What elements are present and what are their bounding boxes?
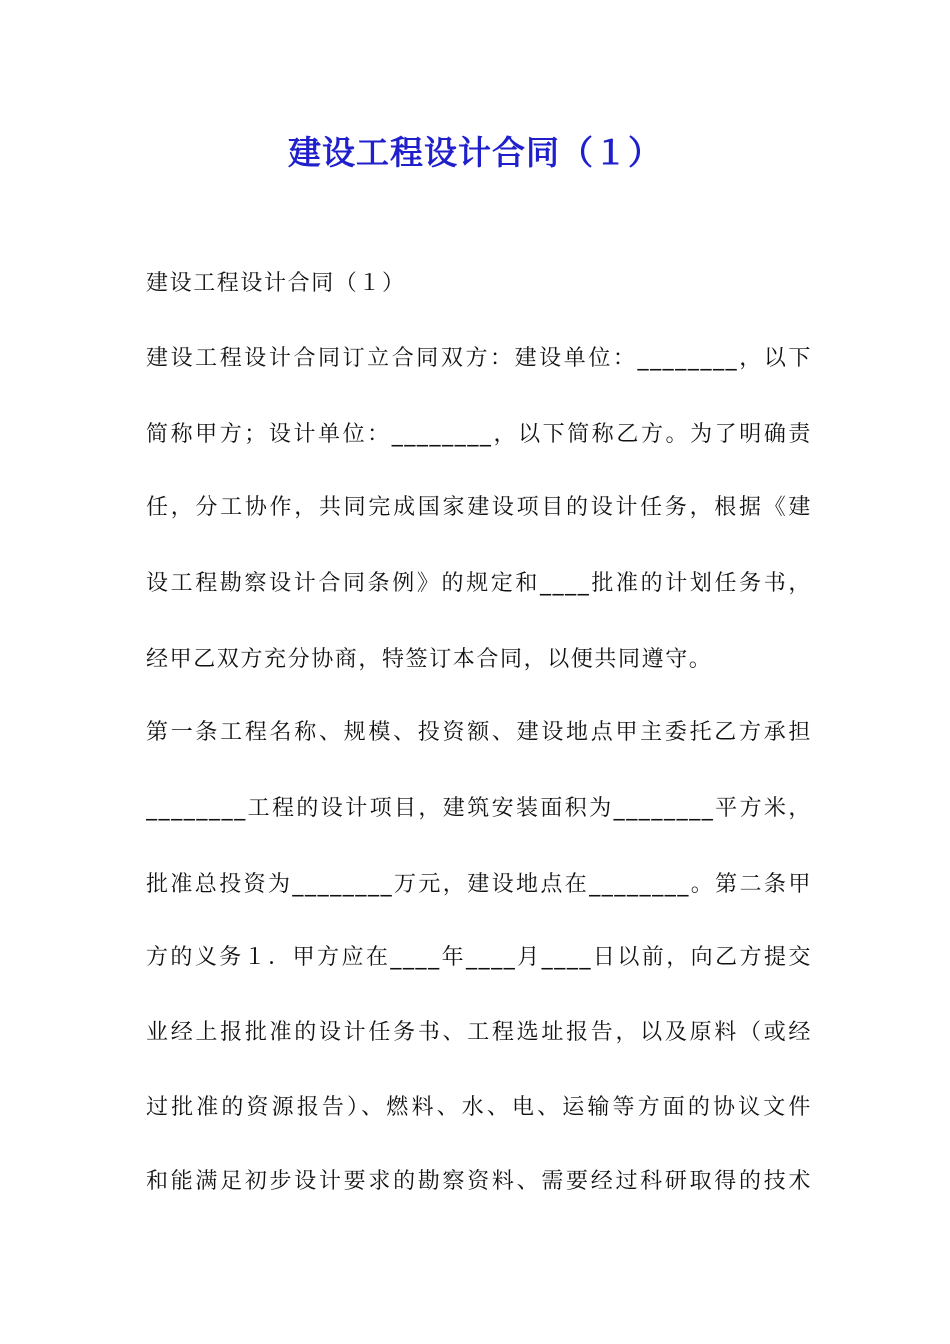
text-line: 方的义务１．甲方应在____年____月____日以前，向乙方提交: [146, 945, 812, 970]
text-line: 设工程勘察设计合同条例》的规定和____批准的计划任务书，: [146, 571, 812, 596]
text-line: 批准总投资为________万元，建设地点在________。第二条甲: [146, 872, 812, 897]
paragraph-heading: 建设工程设计合同（１）: [146, 271, 406, 296]
document-title: 建设工程设计合同（１）: [288, 133, 662, 172]
text-line: 过批准的资源报告）、燃料、水、电、运输等方面的协议文件: [146, 1095, 812, 1120]
text-line: ________工程的设计项目，建筑安装面积为________平方米，: [146, 796, 812, 821]
text-line: 经甲乙双方充分协商，特签订本合同，以便共同遵守。: [146, 647, 713, 672]
text-line: 第一条工程名称、规模、投资额、建设地点甲主委托乙方承担: [146, 720, 812, 745]
text-line: 任，分工协作，共同完成国家建设项目的设计任务，根据《建: [146, 495, 812, 520]
text-line: 和能满足初步设计要求的勘察资料、需要经过科研取得的技术: [146, 1169, 812, 1194]
text-line: 建设工程设计合同订立合同双方：建设单位：________，以下: [146, 346, 812, 371]
text-line: 业经上报批准的设计任务书、工程选址报告，以及原料（或经: [146, 1020, 812, 1045]
text-line: 简称甲方；设计单位：________，以下简称乙方。为了明确责: [146, 422, 812, 447]
